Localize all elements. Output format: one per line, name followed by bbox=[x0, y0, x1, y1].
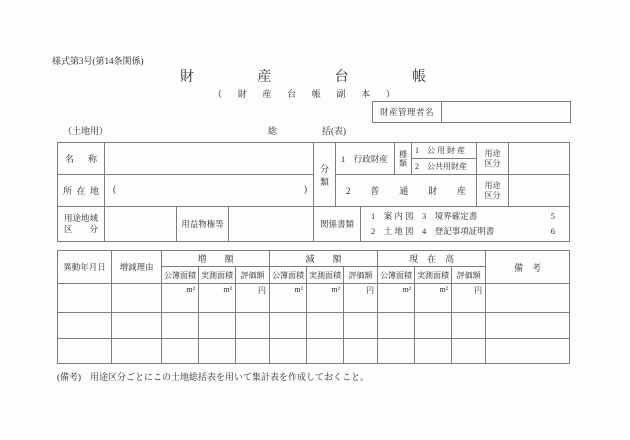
ledger-cell bbox=[307, 313, 344, 339]
title-char: 帳 bbox=[411, 70, 426, 85]
class-ordinary-char: 2 bbox=[346, 185, 351, 196]
ledger-cell bbox=[486, 313, 570, 339]
summary-table-title: 総 括(表) bbox=[268, 126, 346, 136]
easement-label: 用益物権等 bbox=[177, 207, 229, 242]
ledger-cell bbox=[58, 284, 112, 313]
subtitle-char: （ bbox=[213, 89, 223, 99]
form-subtitle bbox=[213, 87, 395, 100]
unit-area-label: m² bbox=[378, 284, 415, 313]
property-summary-table bbox=[57, 142, 570, 242]
ledger-cell bbox=[415, 339, 452, 364]
classification-char: 分 bbox=[320, 163, 330, 174]
kind-communal-property: 2 公共用財産 bbox=[412, 159, 477, 175]
unit-currency-label: 円 bbox=[452, 284, 486, 313]
unit-currency-label: 円 bbox=[236, 284, 270, 313]
ledger-cell bbox=[378, 339, 415, 364]
unit-area-label: m² bbox=[415, 284, 452, 313]
column-header-remarks: 備 考 bbox=[486, 251, 570, 284]
location-label-char: 地 bbox=[89, 186, 99, 196]
column-header-reason: 増減理由 bbox=[112, 251, 162, 284]
remarks-note: (備考) 用途区分ごとにこの土地総括表を用いて集計表を作成しておくこと。 bbox=[57, 372, 369, 382]
document-number: 5 bbox=[550, 211, 556, 221]
kind-label-char: 種 bbox=[399, 149, 408, 159]
land-use-label: （土地用） bbox=[63, 126, 109, 136]
zone-label-line: 用途地域 bbox=[63, 213, 98, 223]
ledger-cell bbox=[58, 313, 112, 339]
ledger-cell bbox=[452, 313, 486, 339]
ledger-cell bbox=[270, 339, 307, 364]
ledger-cell bbox=[112, 313, 162, 339]
ledger-cell bbox=[58, 339, 112, 364]
class-ordinary-char: 通 bbox=[399, 186, 409, 196]
classification-char: 類 bbox=[320, 176, 330, 187]
kind-label bbox=[395, 143, 412, 175]
paren-open: ( bbox=[113, 184, 116, 194]
ledger-cell bbox=[199, 313, 236, 339]
document-line bbox=[361, 224, 569, 239]
title-char: 産 bbox=[257, 70, 272, 85]
subtitle-char: 副 bbox=[336, 89, 346, 99]
form-title bbox=[180, 66, 426, 86]
title-char: 台 bbox=[334, 70, 349, 85]
location-label-char: 在 bbox=[76, 186, 86, 196]
class-ordinary-char: 普 bbox=[370, 186, 380, 196]
classification-label bbox=[314, 143, 336, 207]
ledger-cell bbox=[486, 284, 570, 313]
paren-close: ) bbox=[304, 184, 308, 194]
zone-label-line: 区 分 bbox=[63, 224, 98, 234]
document-line bbox=[361, 209, 569, 224]
subheader-appraised-value: 評価額 bbox=[344, 267, 378, 284]
group-header-decrease: 減 額 bbox=[270, 251, 378, 267]
kind-public-property: 1 公 用 財 産 bbox=[412, 143, 477, 159]
group-header-current: 現 在 高 bbox=[378, 251, 486, 267]
ledger-cell bbox=[307, 339, 344, 364]
ledger-cell bbox=[162, 339, 199, 364]
name-label bbox=[58, 143, 105, 175]
easement-value bbox=[229, 207, 314, 242]
location-label bbox=[58, 175, 105, 207]
zone-division-label bbox=[58, 207, 105, 242]
usage-label-line: 用途 bbox=[484, 148, 501, 158]
column-header-date: 異動年月日 bbox=[58, 251, 112, 284]
name-label-char: 称 bbox=[87, 154, 97, 164]
unit-area-label: m² bbox=[270, 284, 307, 313]
usage-division-value bbox=[509, 175, 570, 207]
usage-label-line: 用途 bbox=[484, 180, 501, 190]
class-ordinary-property bbox=[336, 175, 477, 207]
subheader-registered-area: 公簿面積 bbox=[378, 267, 415, 284]
manager-name-box bbox=[372, 101, 571, 123]
subheader-appraised-value: 評価額 bbox=[236, 267, 270, 284]
ledger-cell bbox=[415, 313, 452, 339]
class-ordinary-char: 財 bbox=[428, 186, 438, 196]
subheader-measured-area: 実測面積 bbox=[307, 267, 344, 284]
usage-division-value bbox=[509, 143, 570, 175]
kind-label-char: 類 bbox=[399, 158, 408, 168]
subtitle-char: 台 bbox=[287, 89, 297, 99]
subtitle-char: 本 bbox=[361, 89, 371, 99]
document-items: 2 土 地 図 4 登記事項証明書 bbox=[371, 226, 495, 236]
usage-label-line: 区分 bbox=[484, 190, 501, 200]
subtitle-char: 帳 bbox=[311, 89, 321, 99]
ledger-cell bbox=[112, 339, 162, 364]
ledger-cell bbox=[199, 339, 236, 364]
ledger-cell bbox=[344, 339, 378, 364]
change-ledger-table bbox=[57, 250, 570, 364]
subheader-registered-area: 公簿面積 bbox=[162, 267, 199, 284]
unit-area-label: m² bbox=[307, 284, 344, 313]
subtitle-char: 財 bbox=[237, 89, 247, 99]
subtitle-char: 産 bbox=[262, 89, 272, 99]
form-number: 様式第3号(第14条関係) bbox=[52, 56, 144, 66]
group-header-increase: 増 額 bbox=[162, 251, 270, 267]
subheader-appraised-value: 評価額 bbox=[452, 267, 486, 284]
zone-division-value bbox=[105, 207, 177, 242]
document-number: 6 bbox=[550, 226, 556, 236]
unit-currency-label: 円 bbox=[344, 284, 378, 313]
manager-name-label: 財産管理者名 bbox=[373, 102, 442, 122]
class-ordinary-char: 産 bbox=[457, 186, 467, 196]
usage-division-label bbox=[477, 175, 509, 207]
manager-name-value bbox=[442, 102, 570, 122]
usage-label-line: 区分 bbox=[484, 158, 501, 168]
document-items: 1 案 内 図 3 境界確定書 bbox=[371, 211, 478, 221]
class-administrative-property: 1 行政財産 bbox=[336, 143, 395, 175]
subtitle-char: ） bbox=[385, 89, 395, 99]
usage-division-label bbox=[477, 143, 509, 175]
ledger-cell bbox=[236, 339, 270, 364]
name-value bbox=[105, 143, 314, 175]
ledger-cell bbox=[162, 313, 199, 339]
unit-area-label: m² bbox=[162, 284, 199, 313]
ledger-cell bbox=[236, 313, 270, 339]
related-documents-list bbox=[361, 207, 570, 242]
ledger-cell bbox=[452, 339, 486, 364]
subheader-measured-area: 実測面積 bbox=[415, 267, 452, 284]
unit-area-label: m² bbox=[199, 284, 236, 313]
location-value bbox=[105, 175, 314, 207]
ledger-cell bbox=[112, 284, 162, 313]
title-char: 財 bbox=[180, 70, 194, 85]
related-documents-label: 関係書類 bbox=[314, 207, 361, 242]
ledger-cell bbox=[344, 313, 378, 339]
name-label-char: 名 bbox=[65, 154, 75, 164]
subheader-measured-area: 実測面積 bbox=[199, 267, 236, 284]
subheader-registered-area: 公簿面積 bbox=[270, 267, 307, 284]
location-label-char: 所 bbox=[63, 186, 73, 196]
ledger-cell bbox=[378, 313, 415, 339]
ledger-cell bbox=[270, 313, 307, 339]
ledger-cell bbox=[486, 339, 570, 364]
